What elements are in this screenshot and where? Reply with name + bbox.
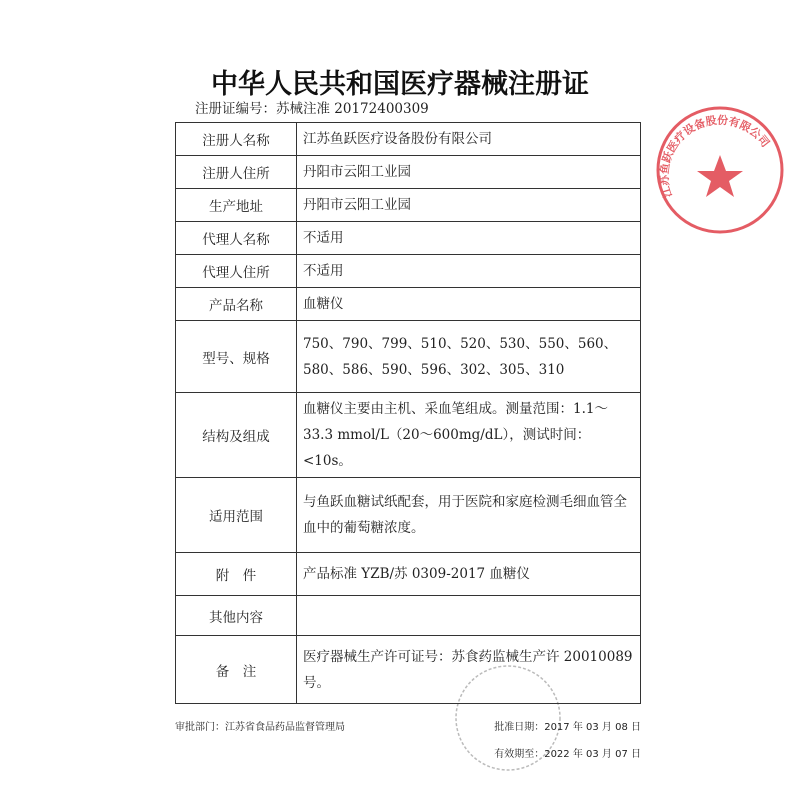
table-row — [176, 189, 641, 222]
table-row — [176, 156, 641, 189]
page-title: 中华人民共和国医疗器械注册证 — [211, 69, 589, 100]
table-row — [176, 553, 641, 596]
field-value: 不适用 — [297, 255, 641, 288]
table-row — [176, 222, 641, 255]
certificate-table — [175, 122, 641, 704]
table-row — [176, 393, 641, 478]
field-value: 750、790、799、510、520、530、550、560、580、586、590、596、302、305、310 — [297, 321, 641, 393]
approval-department: 审批部门：江苏省食品药品监督管理局 — [175, 722, 345, 733]
field-label: 备 注 — [176, 636, 297, 704]
table-row — [176, 321, 641, 393]
field-label: 代理人名称 — [176, 222, 297, 255]
certificate-footer — [175, 718, 641, 772]
field-label: 生产地址 — [176, 189, 297, 222]
field-label: 其他内容 — [176, 596, 297, 636]
field-label: 附 件 — [176, 553, 297, 596]
field-value: 医疗器械生产许可证号：苏食药监械生产许 20010089 号。 — [297, 636, 641, 704]
field-value: 与鱼跃血糖试纸配套，用于医院和家庭检测毛细血管全血中的葡萄糖浓度。 — [297, 478, 641, 553]
field-value: 产品标准 YZB/苏 0309-2017 血糖仪 — [297, 553, 641, 596]
field-value — [297, 596, 641, 636]
table-row — [176, 478, 641, 553]
field-label: 注册人名称 — [176, 123, 297, 156]
field-label: 注册人住所 — [176, 156, 297, 189]
field-label: 适用范围 — [176, 478, 297, 553]
field-label: 产品名称 — [176, 288, 297, 321]
field-label: 型号、规格 — [176, 321, 297, 393]
table-row — [176, 288, 641, 321]
table-row — [176, 596, 641, 636]
field-value: 血糖仪 — [297, 288, 641, 321]
table-row — [176, 255, 641, 288]
valid-until: 有效期至：2022 年 03 月 07 日 — [494, 749, 641, 760]
field-label: 代理人住所 — [176, 255, 297, 288]
registration-number: 注册证编号：苏械注准 20172400309 — [195, 101, 429, 117]
table-row — [176, 123, 641, 156]
field-value: 江苏鱼跃医疗设备股份有限公司 — [297, 123, 641, 156]
field-value: 丹阳市云阳工业园 — [297, 156, 641, 189]
field-value: 血糖仪主要由主机、采血笔组成。测量范围：1.1～33.3 mmol/L（20～600mg/dL），测试时间：<10s。 — [297, 393, 641, 478]
field-value: 丹阳市云阳工业园 — [297, 189, 641, 222]
svg-text:江苏鱼跃医疗设备股份有限公司: 江苏鱼跃医疗设备股份有限公司 — [657, 113, 772, 200]
field-value: 不适用 — [297, 222, 641, 255]
approval-date: 批准日期：2017 年 03 月 08 日 — [494, 722, 641, 733]
table-row — [176, 636, 641, 704]
field-label: 结构及组成 — [176, 393, 297, 478]
